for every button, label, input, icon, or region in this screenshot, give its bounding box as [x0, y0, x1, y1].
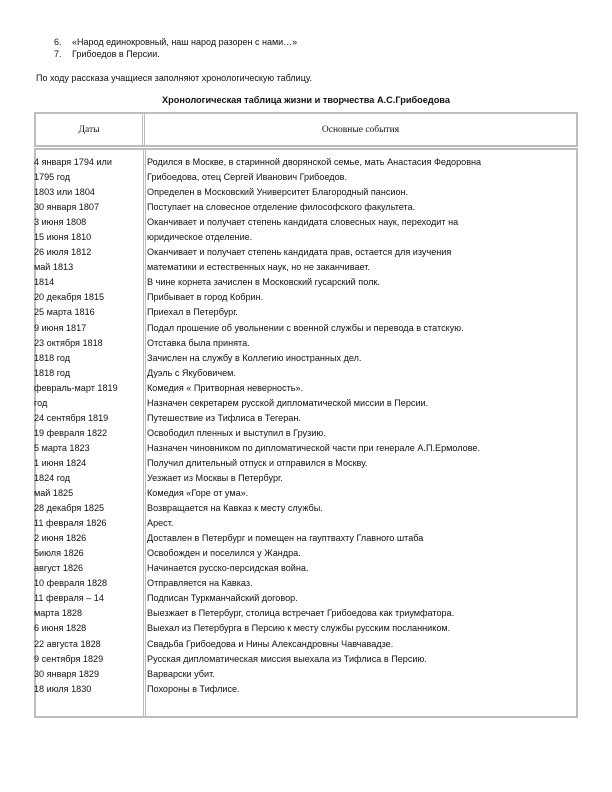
event-cell: Уезжает из Москвы в Петербург. [147, 472, 283, 483]
table-header [34, 112, 578, 147]
table-row [34, 185, 576, 200]
table-row [34, 336, 576, 351]
table-row [34, 426, 576, 441]
table-row [34, 546, 576, 561]
event-cell: В чине корнета зачислен в Московский гусарский полк. [147, 277, 380, 288]
event-cell: Назначен секретарем русской дипломатической миссии в Персии. [147, 397, 429, 408]
date-cell: 24 сентября 1819 [34, 412, 109, 423]
date-cell: 1824 год [34, 472, 71, 483]
table-row [34, 576, 576, 591]
table-row [34, 351, 576, 366]
event-cell: Русская дипломатическая миссия выехала из Тифлиса в Персию. [147, 653, 427, 664]
header-events: Основные события [321, 124, 400, 135]
table-row [34, 682, 576, 697]
table-row [34, 381, 576, 396]
table-row [34, 260, 576, 275]
event-cell: Свадьба Грибоедова и Нины Александровны Чавчавадзе. [147, 638, 394, 649]
list-item [54, 36, 297, 48]
table-row [34, 652, 576, 667]
date-cell: 15 июня 1810 [34, 232, 92, 243]
date-cell: 5июля 1826 [34, 548, 84, 559]
date-cell: 19 февраля 1822 [34, 427, 108, 438]
list-item [54, 48, 297, 60]
date-cell: 25 марта 1816 [34, 307, 95, 318]
date-cell: 26 июля 1812 [34, 247, 92, 258]
date-cell: марта 1828 [34, 608, 83, 619]
event-cell: Начинается русско-персидская война. [147, 563, 309, 574]
table-row [34, 667, 576, 682]
date-cell: 1803 или 1804 [34, 187, 95, 198]
event-cell: математики и естественных наук, но не заканчивает. [147, 262, 370, 273]
table-row [34, 215, 576, 230]
date-cell: 6 июня 1828 [34, 623, 87, 634]
table-rows [34, 155, 576, 697]
event-cell: Получил длительный отпуск и отправился в Москву. [147, 457, 368, 468]
event-cell: Выехал из Петербурга в Персию к месту службы русским посланником. [147, 623, 451, 634]
table-row [34, 396, 576, 411]
date-cell: 1795 год [34, 172, 71, 183]
table-row [34, 290, 576, 305]
date-cell: 9 июня 1817 [34, 322, 87, 333]
event-cell: Оканчивает и получает степень кандидата прав, остается для изучения [147, 247, 452, 258]
table-row [34, 531, 576, 546]
table-row [34, 366, 576, 381]
event-cell: Варварски убит. [147, 668, 215, 679]
table-row [34, 170, 576, 185]
table-row [34, 441, 576, 456]
event-cell: Похороны в Тифлисе. [147, 683, 240, 694]
event-cell: Комедия « Притворная неверность». [147, 382, 304, 393]
date-cell: 11 февраля – 14 [34, 593, 104, 604]
list-item-text: «Народ единокровный, наш народ разорен с нами…» [72, 37, 298, 47]
event-cell: Поступает на словесное отделение философского факультета. [147, 202, 416, 213]
event-cell: Приехал в Петербург. [147, 307, 238, 318]
date-cell: 4 января 1794 или [34, 157, 112, 167]
header-dates: Даты [36, 114, 145, 145]
event-cell: Выезжает в Петербург, столица встречает Грибоедова как триумфатора. [147, 608, 455, 619]
event-cell: Подал прошение об увольнении с военной службы и перевода в статскую. [147, 322, 464, 333]
date-cell: 5 марта 1823 [34, 442, 90, 453]
date-cell: 2 июня 1826 [34, 533, 87, 544]
date-cell: август 1826 [34, 563, 84, 574]
date-cell: 30 января 1829 [34, 668, 100, 679]
date-cell: 1818 год [34, 352, 71, 363]
table-row [34, 155, 576, 170]
table-row [34, 456, 576, 471]
event-cell: Грибоедова, отец Сергей Иванович Грибоедов. [147, 172, 348, 183]
date-cell: 3 июня 1808 [34, 217, 87, 228]
date-cell: 1 июня 1824 [34, 457, 87, 468]
table-row [34, 245, 576, 260]
date-cell: 20 декабря 1815 [34, 292, 105, 303]
event-cell: Возвращается на Кавказ к месту службы. [147, 503, 323, 514]
date-cell: май 1813 [34, 262, 74, 273]
event-cell: юридическое отделение. [147, 232, 253, 243]
table-row [34, 516, 576, 531]
table-row [34, 230, 576, 245]
date-cell: 9 сентября 1829 [34, 653, 104, 664]
date-cell: 10 февраля 1828 [34, 578, 108, 589]
date-cell: февраль-март 1819 [34, 382, 118, 393]
event-cell: Отставка была принята. [147, 337, 250, 348]
event-cell: Оканчивает и получает степень кандидата словесных наук, переходит на [147, 217, 459, 228]
intro-paragraph: По ходу рассказа учащиеся заполняют хронологическую таблицу. [36, 73, 312, 83]
table-row [34, 637, 576, 652]
date-cell: 18 июля 1830 [34, 683, 92, 694]
event-cell: Зачислен на службу в Коллегию иностранных дел. [147, 352, 362, 363]
event-cell: Путешествие из Тифлиса в Тегеран. [147, 412, 301, 423]
table-row [34, 305, 576, 320]
table-row [34, 621, 576, 636]
date-cell: май 1825 [34, 488, 74, 499]
date-cell: 22 августа 1828 [34, 638, 101, 649]
date-cell: 1818 год [34, 367, 71, 378]
table-row [34, 591, 576, 606]
event-cell: Освобожден и поселился у Жандра. [147, 548, 301, 559]
numbered-list [54, 36, 297, 60]
date-cell: 28 декабря 1825 [34, 503, 105, 514]
event-cell: Доставлен в Петербург и помещен на гауптвахту Главного штаба [147, 533, 424, 544]
table-row [34, 275, 576, 290]
table-row [34, 606, 576, 621]
table-row [34, 561, 576, 576]
event-cell: Отправляется на Кавказ. [147, 578, 253, 589]
list-item-number: 7. [54, 49, 62, 59]
table-row [34, 200, 576, 215]
table-row [34, 471, 576, 486]
list-item-text: Грибоедов в Персии. [72, 49, 160, 59]
event-cell: Дуэль с Якубовичем. [147, 367, 236, 378]
event-cell: Освободил пленных и выступил в Грузию. [147, 427, 326, 438]
date-cell: 30 января 1807 [34, 202, 100, 213]
event-cell: Прибывает в город Кобрин. [147, 292, 264, 303]
event-cell: Комедия «Горе от ума». [147, 488, 249, 499]
list-item-number: 6. [54, 37, 62, 47]
date-cell: год [34, 397, 48, 408]
table-row [34, 486, 576, 501]
table-caption: Хронологическая таблица жизни и творчества А.С.Грибоедова [162, 95, 450, 105]
table-row [34, 501, 576, 516]
chronology-table [34, 148, 578, 718]
event-cell: Назначен чиновником по дипломатической части при генерале А.П.Ермолове. [147, 442, 481, 453]
event-cell: Определен в Московский Университет Благородный пансион. [147, 187, 409, 198]
event-cell: Родился в Москве, в старинной дворянской семье, мать Анастасия Федоровна [147, 157, 482, 167]
date-cell: 1814 [34, 277, 55, 288]
table-row [34, 411, 576, 426]
event-cell: Подписан Туркманчайский договор. [147, 593, 298, 604]
date-cell: 23 октября 1818 [34, 337, 103, 348]
event-cell: Арест. [147, 518, 174, 529]
date-cell: 11 февраля 1826 [34, 518, 107, 529]
table-row [34, 321, 576, 336]
